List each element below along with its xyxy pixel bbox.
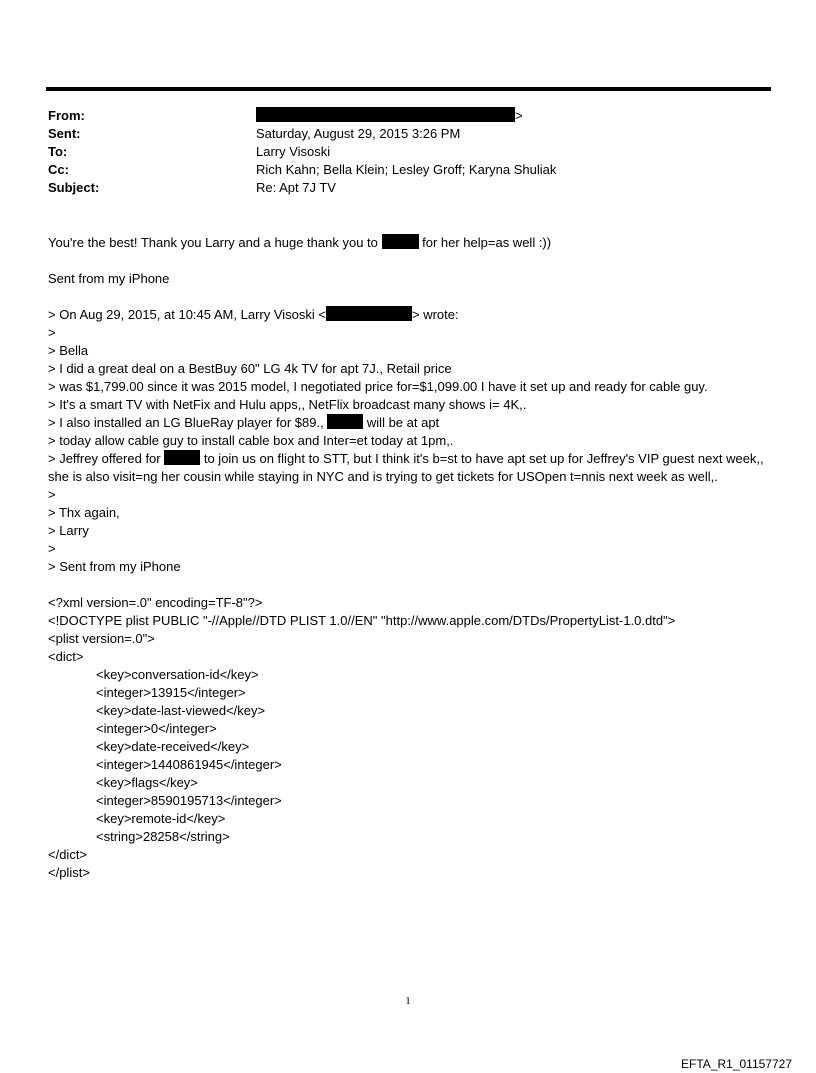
plist-line: <integer>8590195713</integer> [96,793,282,808]
quoted-line: > Bella [48,343,89,358]
plist-line: <plist version=.0"> [48,631,155,646]
plist-line: <dict> [48,649,84,664]
from-label: From: [48,108,85,123]
quoted-line: > Thx again, [48,505,120,520]
plist-line: <key>remote-id</key> [96,811,226,826]
document-id: EFTA_R1_01157727 [681,1057,792,1071]
quoted-text: > I also installed an LG BlueRay player for $89., [48,415,328,430]
quoted-text: to join us on flight to STT, but I think it's b=st to have apt set up for Jeffrey's VIP guest next week,, she is also visit=ng her cousin while staying in NYC and is trying to get tickets for USOpen t=nnis next week as well,. [48,451,764,484]
signature: Sent from my iPhone [48,271,170,286]
message-body [48,234,768,288]
blank-line [48,252,768,270]
quoted-text: > Jeffrey offered for [48,451,165,466]
plist-line: <key>date-last-viewed</key> [96,703,266,718]
message-line [48,234,768,252]
subject-row [0,179,816,197]
plist-line: <key>conversation-id</key> [96,667,259,682]
from-suffix: > [515,108,523,123]
redaction-block [256,107,515,122]
plist-line: <!DOCTYPE plist PUBLIC "-//Apple//DTD PLIST 1.0//EN" "http://www.apple.com/DTDs/PropertyList-1.0.dtd"> [48,613,676,628]
plist-line: <key>flags</key> [96,775,198,790]
to-row [0,143,816,161]
plist-line: <?xml version=.0" encoding=TF-8"?> [48,595,263,610]
to-label: To: [48,144,68,159]
quoted-line [48,306,768,324]
subject-value: Re: Apt 7J TV [256,180,336,195]
subject-label: Subject: [48,180,100,195]
quoted-text: will be at apt [363,415,440,430]
from-row [0,107,816,125]
plist-line: <integer>0</integer> [96,721,217,736]
quoted-line: > It's a smart TV with NetFix and Hulu apps,, NetFlix broadcast many shows i= 4K,. [48,397,527,412]
quoted-line: > [48,325,56,340]
plist-line: <integer>13915</integer> [96,685,246,700]
cc-label: Cc: [48,162,69,177]
quoted-message [48,306,768,576]
sent-row [0,125,816,143]
plist-line: <key>date-received</key> [96,739,250,754]
email-header [0,107,816,197]
cc-value: Rich Kahn; Bella Klein; Lesley Groff; Karyna Shuliak [256,162,557,177]
quoted-line [48,414,768,432]
plist-line: <integer>1440861945</integer> [96,757,282,772]
to-value: Larry Visoski [256,144,331,159]
quoted-line: > [48,487,56,502]
plist-line: </plist> [48,865,90,880]
quoted-line: > [48,541,56,556]
redaction-block [382,234,419,249]
quoted-line: > Sent from my iPhone [48,559,181,574]
plist-line: <string>28258</string> [96,829,230,844]
quoted-line: > was $1,799.00 since it was 2015 model, I negotiated price for=$1,099.00 I have it set up and ready for cable guy. [48,379,708,394]
quoted-line: > I did a great deal on a BestBuy 60" LG 4k TV for apt 7J., Retail price [48,361,452,376]
from-value [256,107,523,125]
message-text: for her help=as well :)) [418,235,552,250]
message-text: You're the best! Thank you Larry and a huge thank you to [48,235,382,250]
cc-row [0,161,816,179]
quoted-text: > wrote: [412,307,459,322]
plist-line: </dict> [48,847,88,862]
redaction-block [164,450,200,465]
header-rule [46,87,771,91]
sent-label: Sent: [48,126,81,141]
sent-value: Saturday, August 29, 2015 3:26 PM [256,126,461,141]
quoted-line: > today allow cable guy to install cable box and Inter=et today at 1pm,. [48,433,454,448]
redaction-block [327,414,363,429]
quoted-line: > Larry [48,523,89,538]
page-number: 1 [405,995,411,1007]
quoted-text: > On Aug 29, 2015, at 10:45 AM, Larry Visoski < [48,307,326,322]
redaction-block [326,306,412,321]
plist-block [48,594,768,882]
quoted-line [48,450,768,486]
